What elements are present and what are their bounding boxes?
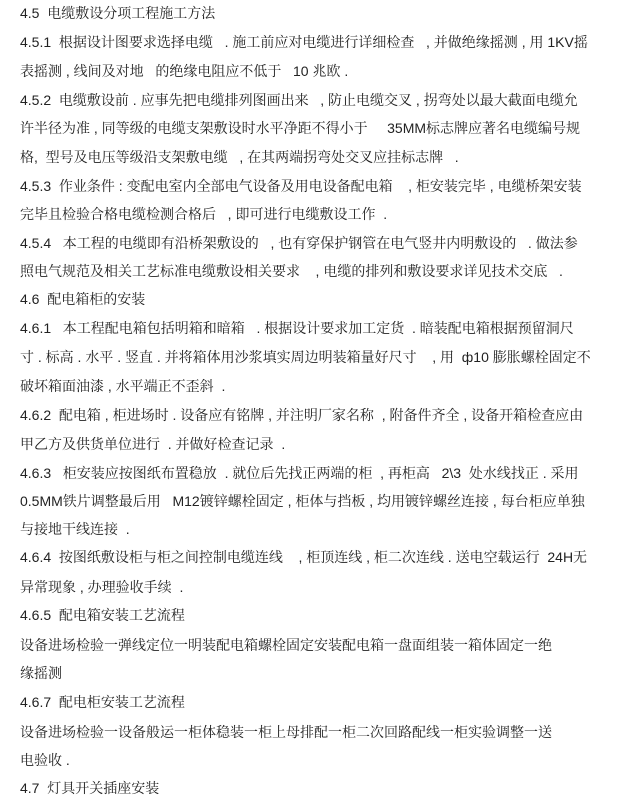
section-line: 4.6.7 配电柜安装工艺流程 (20, 694, 185, 710)
text-line: 甲乙方及供货单位进行 . 并做好检查记录 . (20, 436, 286, 452)
section-line: 4.6.4 按图纸敷设柜与柜之间控制电缆连线 , 柜顶连线 , 柜二次连线 . 送电空载运行 24H无 (20, 549, 588, 565)
section-line: 4.6.3 柜安装应按图纸布置稳放 . 就位后先找正两端的柜 , 再柜高 2\3 处水线找正 . 采用 (20, 465, 579, 481)
text-line: 异常现象 , 办理验收手续 . (20, 579, 184, 595)
text-line: 与接地干线连接 . (20, 521, 130, 537)
section-line: 4.6.1 本工程配电箱包括明箱和暗箱 . 根据设计要求加工定货 . 暗装配电箱根据预留洞尺 (20, 320, 574, 336)
text-line: 表摇测 , 线间及对地 的绝缘电阻应不低于 10 兆欧 . (20, 63, 349, 79)
text-line: 完毕且检验合格电缆检测合格后 , 即可进行电缆敷设工作 . (20, 206, 388, 222)
text-line: 电验收 . (20, 752, 70, 768)
text-line: 缘摇测 (20, 665, 62, 681)
text-line: 许半径为准 , 同等级的电缆支架敷设时水平净距不得小于 35MM标志牌应著名电缆编号规 (20, 120, 581, 136)
text-line: 0.5MM铁片调整最后用 M12镀锌螺栓固定 , 柜体与挡板 , 均用镀锌螺丝连接 , 每台柜应单独 (20, 493, 585, 509)
text-line: 破坏箱面油漆 , 水平端正不歪斜 . (20, 378, 226, 394)
section-line: 4.5.2 电缆敷设前 . 应事先把电缆排列图画出来 , 防止电缆交叉 , 拐弯处以最大截面电缆允 (20, 92, 578, 108)
section-line: 4.5.4 本工程的电缆即有沿桥架敷设的 , 也有穿保护钢管在电气竖井内明敷设的 . 做法参 (20, 235, 578, 251)
section-line: 4.6.5 配电箱安装工艺流程 (20, 607, 185, 623)
section-line: 4.5 电缆敷设分项工程施工方法 (20, 5, 216, 21)
section-line: 4.7 灯具开关插座安装 (20, 780, 160, 796)
section-line: 4.6 配电箱柜的安装 (20, 291, 146, 307)
text-line: 寸 . 标高 . 水平 . 竖直 . 并将箱体用沙浆填实周边明装箱量好尺寸 , 用 ф10 膨胀螺栓固定不 (20, 349, 591, 365)
text-line: 照电气规范及相关工艺标准电缆敷设相关要求 , 电缆的排列和敷设要求详见技术交底 . (20, 263, 563, 279)
text-line: 设备进场检验一设备般运一柜体稳装一柜上母排配一柜二次回路配线一柜实验调整一送 (20, 724, 552, 740)
section-line: 4.5.1 根据设计图要求选择电缆 . 施工前应对电缆进行详细检查 , 并做绝缘摇测 , 用 1KV摇 (20, 34, 588, 50)
text-line: 格, 型号及电压等级沿支架敷电缆 , 在其两端拐弯处交叉应挂标志牌 . (20, 149, 459, 165)
section-line: 4.5.3 作业条件 : 变配电室内全部电气设备及用电设备配电箱 , 柜安装完毕 , 电缆桥架安装 (20, 178, 582, 194)
text-line: 设备进场检验一弹线定位一明装配电箱螺栓固定安装配电箱一盘面组装一箱体固定一绝 (20, 637, 552, 653)
section-line: 4.6.2 配电箱 , 柜进场时 . 设备应有铭牌 , 并注明厂家名称 , 附备件齐全 , 设备开箱检查应由 (20, 407, 584, 423)
